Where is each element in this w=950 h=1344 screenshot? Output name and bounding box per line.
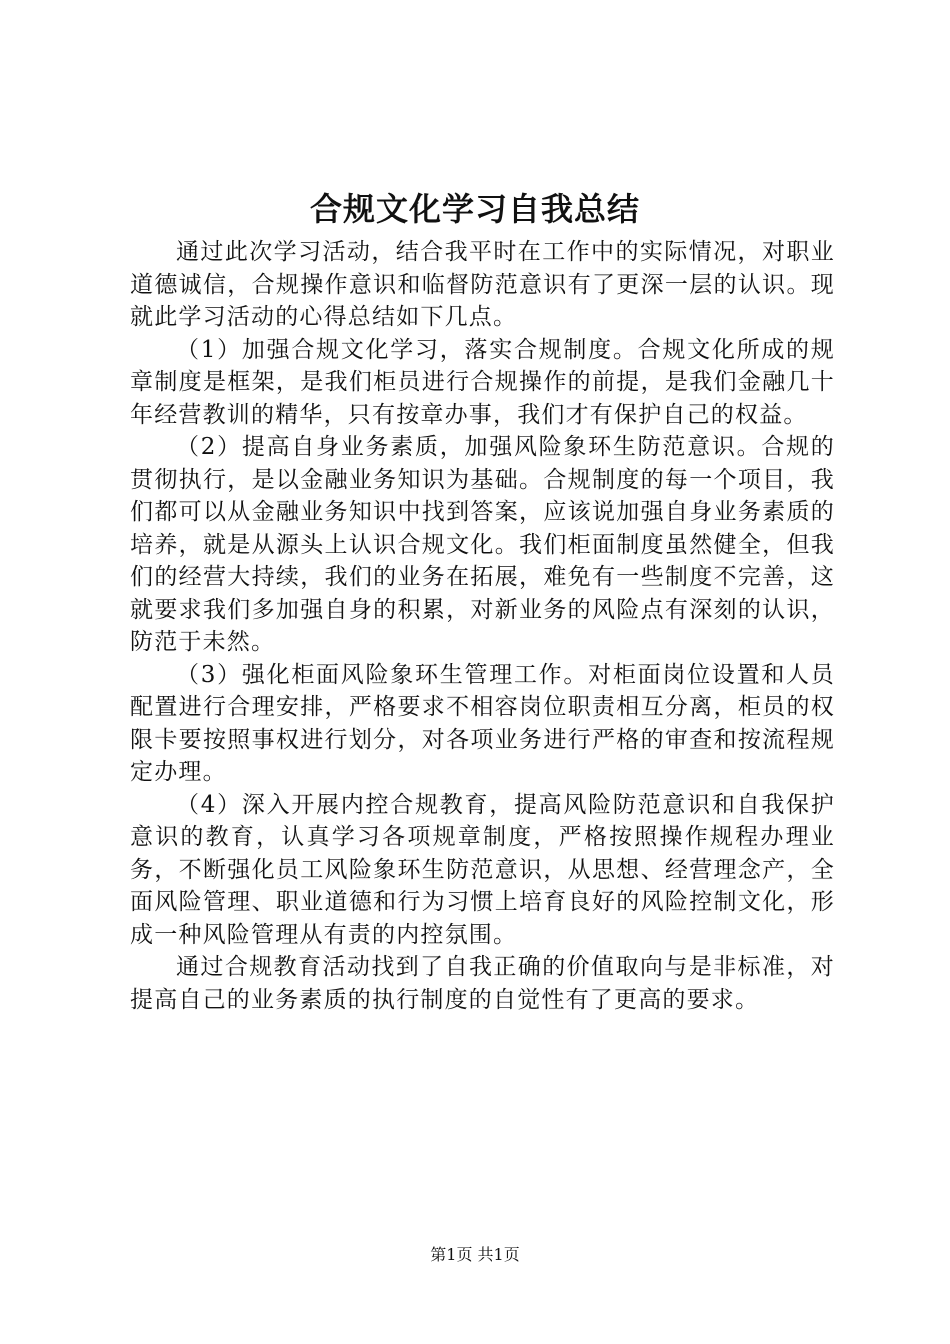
paragraph-intro: 通过此次学习活动，结合我平时在工作中的实际情况，对职业道德诚信，合规操作意识和临督防范意识有了更深一层的认识。现就此学习活动的心得总结如下几点。 xyxy=(130,239,835,330)
paragraph-point-2: （2）提高自身业务素质，加强风险象环生防范意识。合规的贯彻执行，是以金融业务知识为基础。合规制度的每一个项目，我们都可以从金融业务知识中找到答案，应该说加强自身业务素质的培养，就是从源头上认识合规文化。我们柜面制度虽然健全，但我们的经营大持续，我们的业务在拓展，难免有一些制度不完善，这就要求我们多加强自身的积累，对新业务的风险点有深刻的认识，防范于未然。 xyxy=(130,434,835,655)
paragraph-point-4: （4）深入开展内控合规教育，提高风险防范意识和自我保护意识的教育，认真学习各项规章制度，严格按照操作规程办理业务，不断强化员工风险象环生防范意识，从思想、经营理念产，全面风险管理、职业道德和行为习惯上培育良好的风险控制文化，形成一种风险管理从有责的内控氛围。 xyxy=(130,791,835,948)
document-title: 合规文化学习自我总结 xyxy=(309,190,640,228)
paragraph-conclusion: 通过合规教育活动找到了自我正确的价值取向与是非标准，对提高自己的业务素质的执行制度的自觉性有了更高的要求。 xyxy=(130,954,835,1013)
page-number-footer: 第1页 共1页 xyxy=(430,1245,520,1264)
paragraph-point-3: （3）强化柜面风险象环生管理工作。对柜面岗位设置和人员配置进行合理安排，严格要求不相容岗位职责相互分离，柜员的权限卡要按照事权进行划分，对各项业务进行严格的审查和按流程规定办理。 xyxy=(130,661,835,785)
paragraph-point-1: （1）加强合规文化学习，落实合规制度。合规文化所成的规章制度是框架，是我们柜员进行合规操作的前提，是我们金融几十年经营教训的精华，只有按章办事，我们才有保护自己的权益。 xyxy=(130,336,835,428)
document-body xyxy=(130,236,835,1016)
